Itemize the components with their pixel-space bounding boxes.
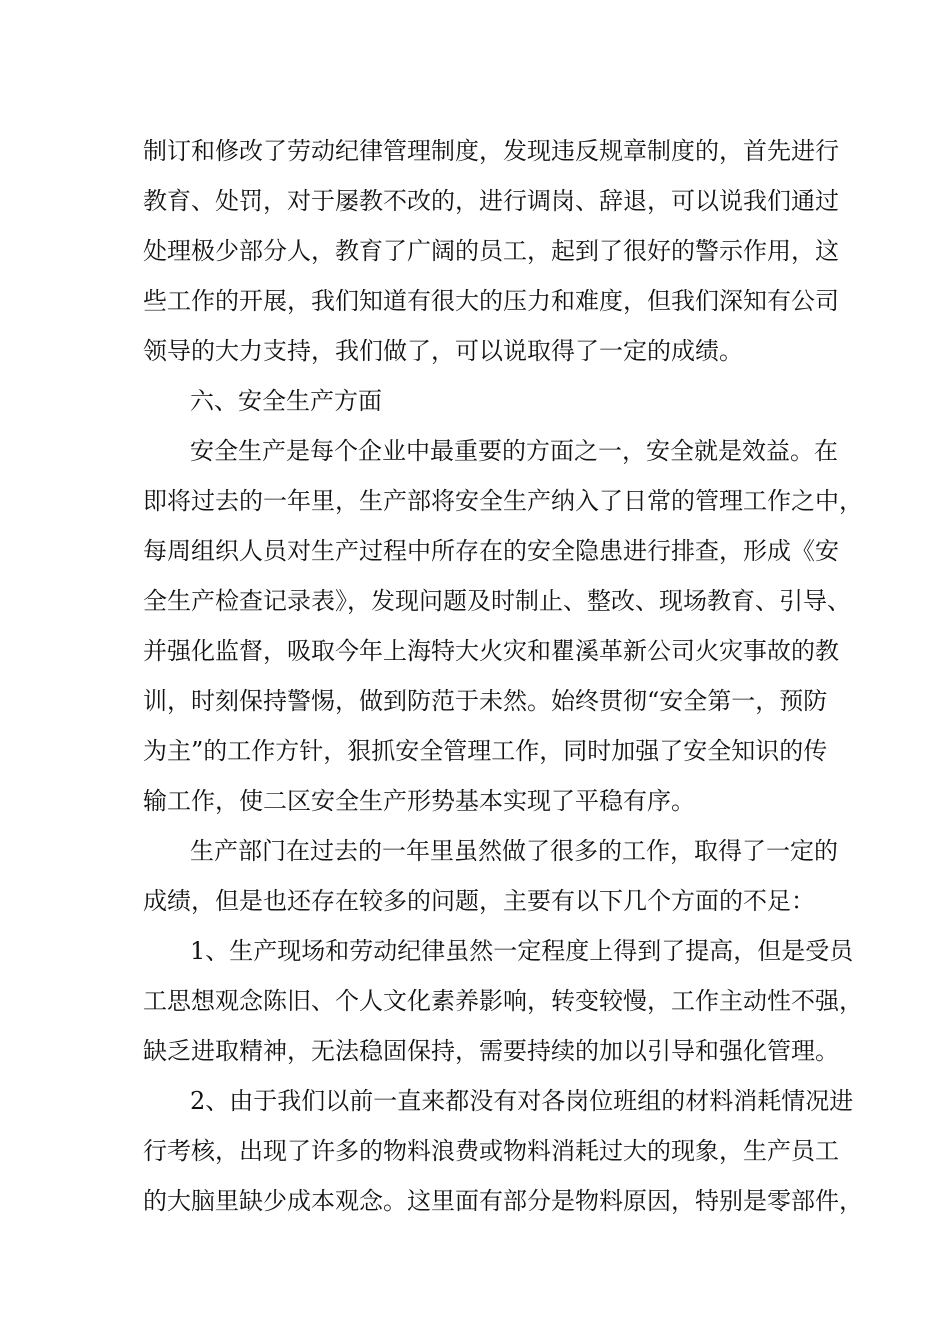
text-line: 工思想观念陈旧、个人文化素养影响，转变较慢，工作主动性不强， <box>143 987 863 1015</box>
text-line: 1、生产现场和劳动纪律虽然一定程度上得到了提高，但是受员 <box>190 937 854 965</box>
text-line: 输工作，使二区安全生产形势基本实现了平稳有序。 <box>143 787 695 815</box>
text-line: 行考核，出现了许多的物料浪费或物料消耗过大的现象，生产员工 <box>143 1137 839 1165</box>
text-line: 处理极少部分人，教育了广阔的员工，起到了很好的警示作用，这 <box>143 237 839 265</box>
text-line: 每周组织人员对生产过程中所存在的安全隐患进行排查，形成《安 <box>143 537 839 565</box>
text-line: 即将过去的一年里，生产部将安全生产纳入了日常的管理工作之中， <box>143 487 863 515</box>
text-line: 成绩，但是也还存在较多的问题，主要有以下几个方面的不足： <box>143 887 815 915</box>
text-line: 的大脑里缺少成本观念。这里面有部分是物料原因，特别是零部件， <box>143 1187 863 1215</box>
text-line: 并强化监督，吸取今年上海特大火灾和瞿溪革新公司火灾事故的教 <box>143 637 839 665</box>
text-line: 制订和修改了劳动纪律管理制度，发现违反规章制度的，首先进行 <box>143 137 839 165</box>
text-line: 为主”的工作方针，狠抓安全管理工作，同时加强了安全知识的传 <box>143 737 828 765</box>
text-line: 2、由于我们以前一直来都没有对各岗位班组的材料消耗情况进 <box>190 1087 854 1115</box>
text-line: 教育、处罚，对于屡教不改的，进行调岗、辞退，可以说我们通过 <box>143 187 839 215</box>
text-line: 些工作的开展，我们知道有很大的压力和难度，但我们深知有公司 <box>143 287 839 315</box>
text-line: 训，时刻保持警惕，做到防范于未然。始终贯彻“安全第一，预防 <box>143 687 828 715</box>
text-line: 安全生产是每个企业中最重要的方面之一，安全就是效益。在 <box>190 437 838 465</box>
text-line: 领导的大力支持，我们做了，可以说取得了一定的成绩。 <box>143 337 743 365</box>
text-line: 缺乏进取精神，无法稳固保持，需要持续的加以引导和强化管理。 <box>143 1037 839 1065</box>
text-line: 全生产检查记录表》，发现问题及时制止、整改、现场教育、引导、 <box>143 587 851 615</box>
section-heading: 六、安全生产方面 <box>190 387 382 415</box>
text-line: 生产部门在过去的一年里虽然做了很多的工作，取得了一定的 <box>190 837 838 865</box>
